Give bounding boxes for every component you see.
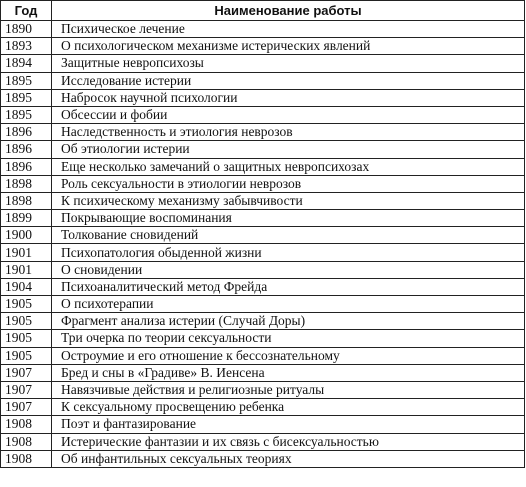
title-cell: Об инфантильных сексуальных теориях — [52, 450, 525, 467]
title-cell: Толкование сновидений — [52, 227, 525, 244]
title-cell: Навязчивые действия и религиозные ритуалы — [52, 381, 525, 398]
title-cell: Поэт и фантазирование — [52, 416, 525, 433]
table-row — [1, 38, 525, 55]
table-body — [1, 21, 525, 468]
year-cell: 1905 — [1, 347, 52, 364]
table-row — [1, 399, 525, 416]
year-column-header: Год — [1, 1, 52, 21]
title-cell: Роль сексуальности в этиологии неврозов — [52, 175, 525, 192]
year-cell: 1905 — [1, 296, 52, 313]
title-cell: Психоаналитический метод Фрейда — [52, 278, 525, 295]
table-row — [1, 244, 525, 261]
year-cell: 1898 — [1, 192, 52, 209]
table-row — [1, 55, 525, 72]
title-cell: К психическому механизму забывчивости — [52, 192, 525, 209]
year-cell: 1894 — [1, 55, 52, 72]
table-row — [1, 278, 525, 295]
table-row — [1, 210, 525, 227]
title-cell: К сексуальному просвещению ребенка — [52, 399, 525, 416]
year-cell: 1890 — [1, 21, 52, 38]
title-column-header: Наименование работы — [52, 1, 525, 21]
year-cell: 1896 — [1, 158, 52, 175]
year-cell: 1907 — [1, 364, 52, 381]
title-cell: О сновидении — [52, 261, 525, 278]
table-row — [1, 89, 525, 106]
table-row — [1, 72, 525, 89]
table-row — [1, 227, 525, 244]
table-row — [1, 106, 525, 123]
table-row — [1, 347, 525, 364]
table-row — [1, 330, 525, 347]
year-cell: 1895 — [1, 72, 52, 89]
year-cell: 1907 — [1, 399, 52, 416]
table-row — [1, 364, 525, 381]
title-cell: Психическое лечение — [52, 21, 525, 38]
year-cell: 1908 — [1, 450, 52, 467]
table-row — [1, 158, 525, 175]
title-cell: Остроумие и его отношение к бессознательному — [52, 347, 525, 364]
title-cell: Три очерка по теории сексуальности — [52, 330, 525, 347]
table-row — [1, 381, 525, 398]
title-cell: Истерические фантазии и их связь с бисексуальностью — [52, 433, 525, 450]
title-cell: Наследственность и этиология неврозов — [52, 124, 525, 141]
table-row — [1, 141, 525, 158]
table-row — [1, 175, 525, 192]
year-cell: 1905 — [1, 313, 52, 330]
table-row — [1, 433, 525, 450]
year-cell: 1896 — [1, 124, 52, 141]
title-cell: Защитные невропсихозы — [52, 55, 525, 72]
title-cell: Об этиологии истерии — [52, 141, 525, 158]
year-cell: 1908 — [1, 416, 52, 433]
table-row — [1, 124, 525, 141]
title-cell: Еще несколько замечаний о защитных невропсихозах — [52, 158, 525, 175]
table-row — [1, 313, 525, 330]
year-cell: 1896 — [1, 141, 52, 158]
year-cell: 1899 — [1, 210, 52, 227]
title-cell: О психологическом механизме истерических явлений — [52, 38, 525, 55]
year-cell: 1893 — [1, 38, 52, 55]
year-cell: 1904 — [1, 278, 52, 295]
title-cell: Исследование истерии — [52, 72, 525, 89]
table-row — [1, 21, 525, 38]
year-cell: 1901 — [1, 244, 52, 261]
title-cell: О психотерапии — [52, 296, 525, 313]
title-cell: Психопатология обыденной жизни — [52, 244, 525, 261]
year-cell: 1905 — [1, 330, 52, 347]
title-cell: Обсессии и фобии — [52, 106, 525, 123]
title-cell: Набросок научной психологии — [52, 89, 525, 106]
year-cell: 1895 — [1, 89, 52, 106]
table-row — [1, 416, 525, 433]
year-cell: 1895 — [1, 106, 52, 123]
year-cell: 1907 — [1, 381, 52, 398]
header-row — [1, 1, 525, 21]
year-cell: 1901 — [1, 261, 52, 278]
table-row — [1, 261, 525, 278]
title-cell: Покрывающие воспоминания — [52, 210, 525, 227]
year-cell: 1908 — [1, 433, 52, 450]
year-cell: 1898 — [1, 175, 52, 192]
year-cell: 1900 — [1, 227, 52, 244]
table-row — [1, 192, 525, 209]
table-row — [1, 450, 525, 467]
table-row — [1, 296, 525, 313]
table-header — [1, 1, 525, 21]
title-cell: Фрагмент анализа истерии (Случай Доры) — [52, 313, 525, 330]
title-cell: Бред и сны в «Градиве» В. Иенсена — [52, 364, 525, 381]
